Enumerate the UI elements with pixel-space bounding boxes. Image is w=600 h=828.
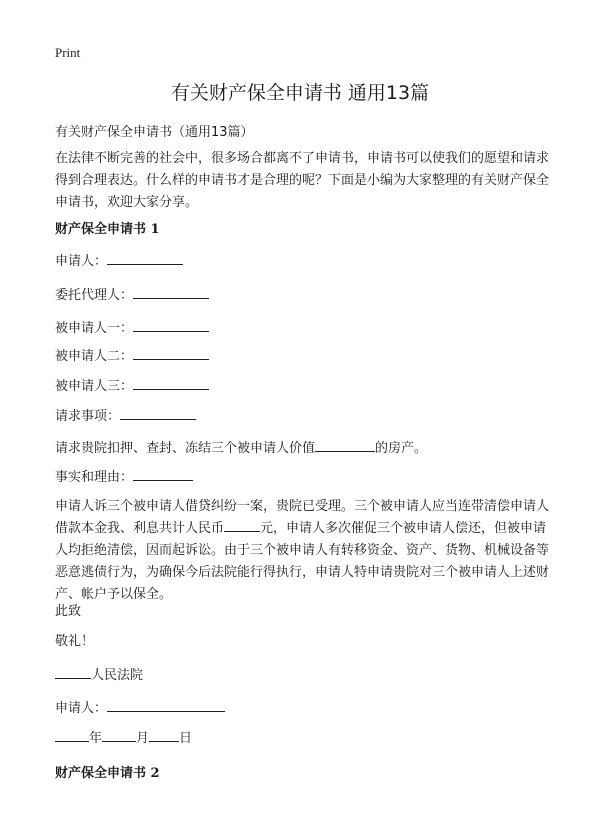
court-line: [55, 664, 143, 683]
amount-blank: [224, 518, 260, 532]
respondent3-field: [55, 375, 209, 394]
respondent1-field: [55, 317, 209, 336]
closing-regards: 此致: [55, 604, 82, 619]
month-label: 月: [136, 731, 150, 746]
section-1-heading: 财产保全申请书 1: [55, 222, 160, 237]
agent-field: [55, 284, 209, 303]
applicant-blank: [107, 251, 183, 265]
court-suffix: 人民法院: [91, 668, 144, 683]
request-blank: [120, 406, 196, 420]
year-blank: [55, 728, 89, 742]
request-label: 请求事项：: [55, 409, 121, 424]
intro-paragraph: 在法律不断完善的社会中，很多场合都离不了申请书，申请书可以使我们的愿望和请求得到合理表达。什么样的申请书才是合理的呢？下面是小编为大家整理的有关财产保全申请书，欢迎大家分享。: [55, 151, 550, 210]
respondent2-blank: [133, 346, 209, 360]
respondent2-label: 被申请人二：: [55, 349, 134, 364]
signature-field: [55, 697, 225, 716]
facts-blank: [133, 467, 193, 481]
request-field: [55, 405, 196, 424]
applicant-label: 申请人：: [55, 254, 108, 269]
date-line: [55, 727, 192, 746]
request-text-after: 的房产。: [375, 441, 428, 456]
day-blank: [149, 728, 179, 742]
signature-label: 申请人：: [55, 701, 108, 716]
respondent3-blank: [133, 376, 209, 390]
facts-label: 事实和理由：: [55, 470, 134, 485]
day-label: 日: [179, 731, 193, 746]
agent-label: 委托代理人：: [55, 288, 134, 303]
print-link[interactable]: Print: [55, 45, 81, 60]
request-text: [55, 437, 427, 456]
page-title: 有关财产保全申请书 通用13篇: [170, 82, 430, 104]
respondent1-blank: [133, 318, 209, 332]
facts-paragraph: [55, 496, 555, 606]
document-subtitle: 有关财产保全申请书（通用13篇）: [55, 125, 254, 140]
facts-text-part2: 元，申请人多次催促三个被申请人偿还，但被申请人均拒绝清偿，因而起诉讼。由于三个被申请人有转移资金、资产、货物、机械设备等恶意逃债行为，为确保今后法院能行得执行，申请人特申请贵院对三个被申请人上述财产、帐户予以保全。: [55, 521, 550, 602]
respondent3-label: 被申请人三：: [55, 379, 134, 394]
month-blank: [102, 728, 136, 742]
signature-blank: [107, 698, 225, 712]
facts-text-part1: 申请人诉三个被申请人借贷纠纷一案，贵院已受理。三个被申请人应当连带清偿申请人借款本金我、利息共计人民币: [55, 499, 550, 536]
closing-salute: 敬礼！: [55, 634, 95, 649]
year-label: 年: [89, 731, 103, 746]
facts-field: [55, 466, 193, 485]
respondent1-label: 被申请人一：: [55, 321, 134, 336]
respondent2-field: [55, 345, 209, 364]
agent-blank: [133, 285, 209, 299]
court-blank: [55, 665, 91, 679]
property-value-blank: [315, 438, 375, 452]
applicant-field: [55, 250, 183, 269]
section-2-heading: 财产保全申请书 2: [55, 766, 160, 781]
request-text-before: 请求贵院扣押、查封、冻结三个被申请人价值: [55, 441, 316, 456]
